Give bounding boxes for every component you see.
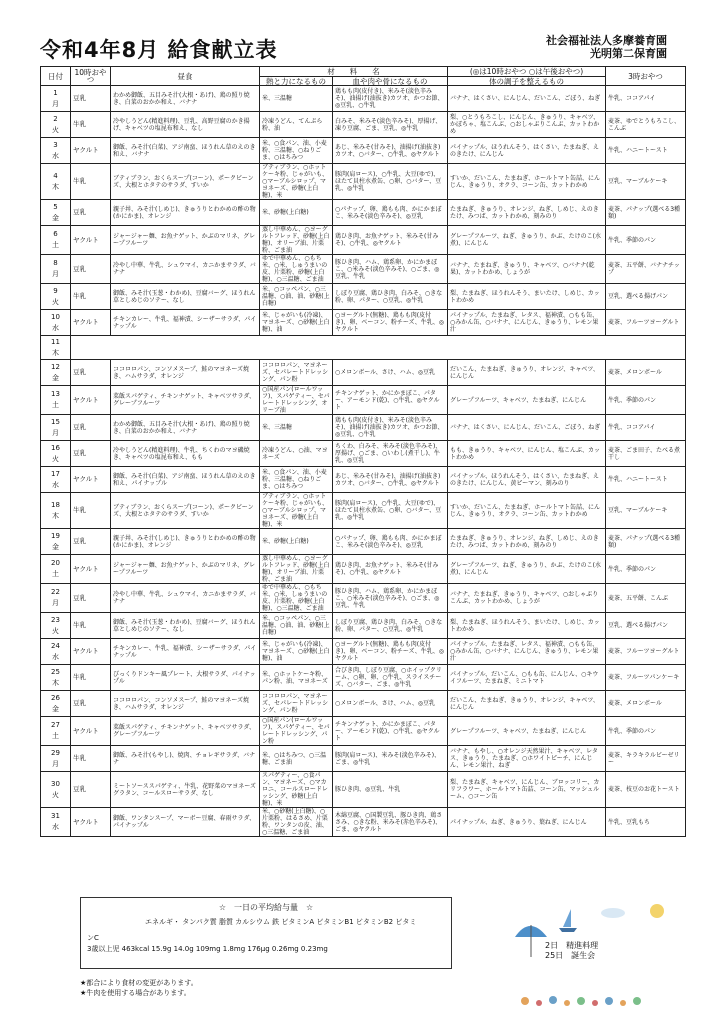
energy-cell: ブティブラン、○ホットケーキ粉、じゃがいも、○マーブルシロップ、マヨネーズ、砂糖(上白糖)、米 [260, 493, 333, 529]
lunch-cell: 御飯、みそ汁(玉葱・わかめ)、豆腐バーグ、ほうれん草としめじのソテー、なし [111, 613, 260, 639]
oyatsu3-cell: 牛乳、ハニートースト [606, 138, 686, 164]
blood-cell: 豚ひき肉、ハム、鶏系卵、かにかまぼこ、○米みそ(淡色辛みそ)、○ごま、◎豆乳、牛乳 [333, 584, 448, 613]
day-number: 3 [53, 140, 58, 149]
body-cell: グレープフルーツ、キャベツ、たまねぎ、にんじん [448, 717, 606, 746]
blood-cell: あじ、米みそ(甘みそ)、油揚げ(油抜き)カツオ、○バター、○牛乳、◎ヤクルト [333, 467, 448, 493]
body-cell: パイナップル、ほうれんそう、はくさい、たまねぎ、えのきたけ、にんじん、黄ピーマン、刻みのり [448, 467, 606, 493]
oyatsu3-cell: 麦茶、ごま田子、たべる煮干し [606, 441, 686, 467]
menu-row [41, 665, 686, 691]
menu-row [41, 441, 686, 467]
lunch-cell: ジャージャー麺、お魚ナゲット、かぶのマリネ、グレープフルーツ [111, 226, 260, 255]
date-cell [41, 255, 71, 284]
date-cell [41, 584, 71, 613]
header-body: 体の調子を整えるもの [448, 77, 606, 86]
nutrition-summary [80, 897, 452, 969]
weekday: 木 [52, 348, 59, 357]
oyatsu10-cell: 牛乳 [71, 284, 111, 310]
oyatsu10-cell: 牛乳 [71, 613, 111, 639]
lunch-cell: ブティブラン、おくらスープ(コーン)、ポークビーンズ、大根とホタテのサラダ、すいか [111, 164, 260, 200]
body-cell: もも、きゅうり、キャベツ、にんじん、塩こんぶ、カットわかめ [448, 441, 606, 467]
weekday: 火 [52, 454, 59, 463]
weekday: 火 [52, 297, 59, 306]
day-number: 9 [53, 286, 58, 295]
day-number: 29 [51, 748, 60, 757]
energy-cell: 米、○砂糖(上白糖)、○片栗粉、はるさめ、片栗粉、ワンタンの皮、油、○三温糖、ごま油 [260, 808, 333, 837]
energy-cell: 冷凍うどん、○油、マヨネーズ [260, 441, 333, 467]
header-oyatsu10: 10時おやつ [71, 67, 111, 86]
blood-cell: ちくわ、白みそ、米みそ(淡色辛みそ)、厚揚げ、○ごま、○いわし(煮干し)、牛乳、◎豆乳 [333, 441, 448, 467]
notes [80, 978, 198, 998]
energy-cell: 米、三温糖 [260, 86, 333, 112]
menu-row [41, 493, 686, 529]
lunch-cell: 御飯、みそ汁(白菜)、アジ南蛮、ほうれん草のえのき和え、バナナ [111, 138, 260, 164]
lunch-cell: 冷やしうどん(精進料理)、牛乳、ちくわのマヨ磯焼き、キャベツの塩昆布和え、もも [111, 441, 260, 467]
day-number: 4 [53, 171, 58, 180]
blood-cell: チキンナゲット、かにかまぼこ、パター、アーモンド(乾)、○牛乳、◎ヤクルト [333, 386, 448, 415]
header-ingredients: 材 料 名 [260, 67, 448, 77]
header-date: 日付 [41, 67, 71, 86]
oyatsu10-cell: 豆乳 [71, 772, 111, 808]
body-cell: パイナップル、ほうれんそう、はくさい、たまねぎ、えのきたけ、にんじん [448, 138, 606, 164]
lunch-cell: 菜飯スパゲティ、チキンナゲット、キャベツサラダ、グレープフルーツ [111, 386, 260, 415]
day-number: 16 [51, 443, 60, 452]
menu-table [40, 66, 686, 837]
menu-row [41, 555, 686, 584]
blood-cell: 鶏もも肉(皮付き)、米みそ(淡色辛みそ)、油揚げ(油抜き)カツオ、かつお節、◎豆乳、○牛乳 [333, 415, 448, 441]
lunch-cell: わかめ御飯、五目みそ汁(大根・あげ)、鶏の照り焼き、白菜のおかか和え、バナナ [111, 86, 260, 112]
note-line-1: ★都合により食材の変更があります。 [80, 979, 198, 987]
oyatsu10-cell: ヤクルト [71, 808, 111, 837]
shells-decoration [521, 996, 641, 1006]
day-number: 26 [51, 693, 60, 702]
energy-cell: ○国産パン(ロールワッフ)、スパゲティー、セパレートドレッシング、オリーブ油 [260, 386, 333, 415]
blood-cell: 白みそ、米みそ(淡色辛みそ)、厚揚げ、凍り豆腐、ごま、豆乳、◎牛乳 [333, 112, 448, 138]
body-cell: パイナップル、だいこん、○もも缶、にんじん、○キウイフルーツ、たまねぎ、ミニトマト [448, 665, 606, 691]
blood-cell: 鶏ひき肉、お魚ナゲット、米みそ(甘みそ)、○牛乳、◎ヤクルト [333, 226, 448, 255]
body-cell: バナナ、たまねぎ、きゅうり、キャベツ、○おしゃぶりこんぶ、カットわかめ、しょうが [448, 584, 606, 613]
energy-cell: 蒸し中華めん、○ヨーグルトフレッド、砂糖(上白糖)、オリーブ油、片栗粉、ごま油 [260, 226, 333, 255]
header-lunch: 昼食 [111, 67, 260, 86]
weekday: 木 [52, 678, 59, 687]
blood-cell: 豚ひき肉、◎豆乳、牛乳 [333, 772, 448, 808]
date-cell [41, 808, 71, 837]
lunch-cell: 親子丼、みそ汁(しめじ)、きゅうりとわかめの酢の物(かにかま)、オレンジ [111, 200, 260, 226]
oyatsu3-cell: 麦茶、メロンボール [606, 691, 686, 717]
organization-name [546, 34, 667, 60]
menu-row [41, 386, 686, 415]
menu-row [41, 200, 686, 226]
lunch-cell: ブティブラン、おくらスープ(コーン)、ポークビーンズ、大根とホタテのサラダ、すいか [111, 493, 260, 529]
day-number: 13 [51, 390, 60, 398]
oyatsu3-cell: 麦茶、フルーツパンケーキ [606, 665, 686, 691]
weekday: 月 [52, 759, 59, 768]
date-cell [41, 746, 71, 772]
weekday: 金 [52, 373, 59, 382]
oyatsu10-cell: ヤクルト [71, 639, 111, 665]
lunch-cell: 菜飯スパゲティ、チキンナゲット、キャベツサラダ、グレープフルーツ [111, 717, 260, 746]
date-cell [41, 717, 71, 746]
energy-cell: 米、じゃがいも(冷凍)、マヨネーズ、○砂糖(上白糖)、油 [260, 310, 333, 336]
weekday: 土 [52, 401, 59, 409]
blood-cell: チキンナゲット、かにかまぼこ、パター、アーモンド(乾)、○牛乳、◎ヤクルト [333, 717, 448, 746]
weekday: 土 [52, 241, 59, 249]
day-number: 1 [53, 88, 58, 97]
menu-row [41, 284, 686, 310]
oyatsu10-cell: 牛乳 [71, 665, 111, 691]
body-cell: パイナップル、たまねぎ、レタス、福神漬、○もも缶、○みかん缶、○バナナ、にんじん、きゅうり、レモン果汁 [448, 639, 606, 665]
oyatsu10-cell: 牛乳 [71, 493, 111, 529]
menu-row [41, 584, 686, 613]
date-cell [41, 284, 71, 310]
date-cell [41, 613, 71, 639]
blood-cell: ○パナップ、卵、鶏もも肉、かにかまぼこ、米みそ(淡色辛みそ)、◎豆乳 [333, 529, 448, 555]
oyatsu10-cell: 豆乳 [71, 691, 111, 717]
day-number: 5 [53, 202, 58, 211]
blood-cell: ○メロンボール、さけ、ハム、◎豆乳 [333, 691, 448, 717]
holiday-cell [71, 336, 686, 360]
parasol-icon [515, 925, 547, 957]
oyatsu10-cell: ヤクルト [71, 555, 111, 584]
day-number: 22 [51, 588, 60, 596]
oyatsu10-cell: ヤクルト [71, 386, 111, 415]
oyatsu3-cell: 牛乳、季節のパン [606, 226, 686, 255]
lunch-cell: びっくりドンキー風プレート、大根サラダ、パイナップル [111, 665, 260, 691]
blood-cell: しぼり豆腐、鶏ひき肉、白みそ、○きな粉、卵、パター、○豆乳、◎牛乳 [333, 284, 448, 310]
energy-cell: ○国産パン(ロールワッフ)、スパゲティー、セパレートドレッシング、パン粉 [260, 717, 333, 746]
body-cell: バナナ、もやし、○オレンジ天然果汁、キャベツ、レタス、きゅうり、たまねぎ、○ホワイトピーチ、にんじん、レモン果汁、ねぎ [448, 746, 606, 772]
oyatsu3-cell: 麦茶、ゆでとうもろこし、こんぶ [606, 112, 686, 138]
oyatsu3-cell: 豆乳、マーブルケーキ [606, 493, 686, 529]
weekday: 火 [52, 790, 59, 799]
oyatsu10-cell: 牛乳 [71, 164, 111, 200]
body-cell: すいか、だいこん、たまねぎ、ホールトマト缶詰、にんじん、きゅうり、オクラ、コーン缶、カットわかめ [448, 164, 606, 200]
menu-row [41, 112, 686, 138]
summary-headers: エネルギ・ タンパク質 脂質 カルシウム 鉄 ビタミンA ビタミンB1 ビタミンB2 ビタミ [145, 918, 417, 926]
summary-title: ☆ 一日の平均給与量 ☆ [218, 903, 314, 912]
oyatsu3-cell: 豆乳、選べる揚げパン [606, 284, 686, 310]
date-cell [41, 200, 71, 226]
energy-cell: 蒸し中華めん、○ヨーグルトフレッド、砂糖(上白糖)、オリーブ油、片栗粉、ごま油 [260, 555, 333, 584]
blood-cell: ○パナップ、卵、鶏もも肉、かにかまぼこ、米みそ(淡色辛みそ)、◎豆乳 [333, 200, 448, 226]
date-cell [41, 360, 71, 386]
oyatsu10-cell: 豆乳 [71, 86, 111, 112]
weekday: 月 [52, 270, 59, 278]
lunch-cell: チキンカレー、牛乳、福神漬、シーザーサラダ、パイナップル [111, 310, 260, 336]
lunch-cell: 御飯、みそ汁(白菜)、アジ南蛮、ほうれん草のえのき和え、パイナップル [111, 467, 260, 493]
oyatsu10-cell: ヤクルト [71, 467, 111, 493]
lunch-cell: 冷やし中華、牛乳、シュウマイ、カニかまサラダ、バナナ [111, 584, 260, 613]
energy-cell: スパゲティー、○食パン、マヨネーズ、○マカロニ、コールスロードレッシング、砂糖(上白糖)、米 [260, 772, 333, 808]
blood-cell: ○ヨーグルト(無糖)、鶏もも肉(皮付き)、卵、ベーコン、粉チーズ、牛乳、◎ヤクルト [333, 639, 448, 665]
note-line-2: ★牛肉を使用する場合があります。 [80, 989, 191, 997]
event-1: 2日 精進料理 [545, 941, 599, 950]
menu-row [41, 772, 686, 808]
energy-cell: ブティブラン、○ホットケーキ粉、じゃがいも、○マーブルシロップ、マヨネーズ、砂糖(上白糖)、米 [260, 164, 333, 200]
oyatsu3-cell: 麦茶、メロンボール [606, 360, 686, 386]
body-cell: 梨、○とうもろこし、にんじん、きゅうり、キャベツ、かぼちゃ、塩こんぶ、○おしゃぶりこんぶ、カットわかめ [448, 112, 606, 138]
weekday: 土 [52, 570, 59, 578]
weekday: 水 [52, 480, 59, 489]
org-line-1: 社会福祉法人多摩養育園 [546, 34, 667, 47]
blood-cell: ○ヨーグルト(無糖)、鶏もも肉(皮付き)、卵、ベーコン、粉チーズ、牛乳、◎ヤクルト [333, 310, 448, 336]
blood-cell: 木綿豆腐、○国製豆乳、豚ひき肉、鶏ささみ、○きな粉、米みそ(赤色辛みそ)、ごま、◎ヤクルト [333, 808, 448, 837]
day-number: 17 [51, 469, 60, 478]
lunch-cell: ココロロパン、コンソメスープ、鮭のマヨネーズ焼き、ハムサラダ、オレンジ [111, 691, 260, 717]
menu-row [41, 138, 686, 164]
date-cell [41, 467, 71, 493]
weekday: 水 [52, 323, 59, 332]
body-cell: グレープフルーツ、ねぎ、きゅうり、かぶ、たけのこ(水煮)、にんじん [448, 226, 606, 255]
summary-values: 3歳以上児 463kcal 15.9g 14.0g 109mg 1.8mg 176μg 0.26mg 0.23mg [87, 945, 328, 953]
oyatsu10-cell: 豆乳 [71, 200, 111, 226]
energy-cell: ココロロパン、マヨネーズ、セパレートドレッシング、パン粉 [260, 360, 333, 386]
lunch-cell: ジャージャー麺、お魚ナゲット、かぶのマリネ、グレープフルーツ [111, 555, 260, 584]
oyatsu10-cell: 豆乳 [71, 255, 111, 284]
weekday: 月 [52, 428, 59, 437]
lunch-cell: チキンカレー、牛乳、福神漬、シーザーサラダ、パイナップル [111, 639, 260, 665]
date-cell [41, 555, 71, 584]
weekday: 木 [52, 511, 59, 520]
date-cell [41, 665, 71, 691]
blood-cell: 豚ひき肉、ハム、鶏系卵、かにかまぼこ、○米みそ(淡色辛みそ)、○ごま、◎豆乳、牛乳 [333, 255, 448, 284]
oyatsu3-cell: 牛乳、ココアパイ [606, 415, 686, 441]
lunch-cell: わかめ御飯、五目みそ汁(大根・あげ)、鶏の照り焼き、白菜のおかか和え、バナナ [111, 415, 260, 441]
lunch-cell: 御飯、みそ汁(もやし)、焼肉、チョレギサラダ、バナナ [111, 746, 260, 772]
blood-cell: ○メロンボール、さけ、ハム、◎豆乳 [333, 360, 448, 386]
date-cell [41, 529, 71, 555]
lunch-cell: 冷やし中華、牛乳、シュウマイ、カニかまサラダ、バナナ [111, 255, 260, 284]
cloud-icon [601, 908, 625, 918]
header-oyatsu3: 3時おやつ [606, 67, 686, 86]
energy-cell: 米、○コッペパン、○三温糖、○油、油、砂糖(上白糖) [260, 613, 333, 639]
day-number: 20 [51, 559, 60, 567]
energy-cell: 冷凍うどん、てんぷら粉、油 [260, 112, 333, 138]
oyatsu3-cell: 麦茶、五平餅、バナナチップ [606, 255, 686, 284]
menu-row [41, 164, 686, 200]
oyatsu3-cell: 牛乳、季節のパン [606, 386, 686, 415]
oyatsu10-cell: ヤクルト [71, 226, 111, 255]
oyatsu10-cell: 豆乳 [71, 584, 111, 613]
day-number: 8 [53, 259, 58, 267]
blood-cell: 鶏もも肉(皮付き)、米みそ(淡色辛みそ)、油揚げ(油抜き)カツオ、かつお節、◎豆乳、○牛乳 [333, 86, 448, 112]
menu-row [41, 255, 686, 284]
lunch-cell: 御飯、みそ汁(玉葱・わかめ)、豆腐バーグ、ほうれん草としめじのソテー、なし [111, 284, 260, 310]
sun-icon [650, 904, 664, 918]
date-cell [41, 112, 71, 138]
menu-row [41, 808, 686, 837]
energy-cell: ココロロパン、マヨネーズ、セパレートドレッシング、パン粉 [260, 691, 333, 717]
date-cell [41, 226, 71, 255]
date-cell [41, 336, 71, 360]
header-energy: 熱と力になるもの [260, 77, 333, 86]
menu-row [41, 529, 686, 555]
oyatsu3-cell: 麦茶、枝豆のお花トースト [606, 772, 686, 808]
lunch-cell: 親子丼、みそ汁(しめじ)、きゅうりとわかめの酢の物(かにかま)、オレンジ [111, 529, 260, 555]
oyatsu3-cell: 麦茶、キラキラルビーゼリー [606, 746, 686, 772]
oyatsu10-cell: 牛乳 [71, 112, 111, 138]
date-cell [41, 138, 71, 164]
oyatsu3-cell: 牛乳、ハニートースト [606, 467, 686, 493]
blood-cell: 豚肉(肩ロース)、○牛乳、大豆(ゆで)、ほたて貝柱水煮缶、○卵、○バター、豆乳、◎牛乳 [333, 493, 448, 529]
oyatsu3-cell: 牛乳、季節のパン [606, 717, 686, 746]
weekday: 月 [52, 599, 59, 607]
energy-cell: 米、○はちみつ、○三温糖、ごま油 [260, 746, 333, 772]
day-number: 30 [51, 779, 60, 788]
weekday: 水 [52, 652, 59, 661]
day-number: 12 [51, 362, 60, 371]
menu-row [41, 467, 686, 493]
body-cell: 梨、たまねぎ、ほうれんそう、まいたけ、しめじ、カットわかめ [448, 613, 606, 639]
day-number: 31 [51, 812, 60, 820]
weekday: 火 [52, 626, 59, 635]
sailboat-icon [559, 909, 577, 932]
oyatsu3-cell: 豆乳、選べる揚げパン [606, 613, 686, 639]
org-line-2: 光明第二保育園 [590, 47, 667, 60]
oyatsu3-cell: 麦茶、パナップ(選べる3種類) [606, 529, 686, 555]
blood-cell: あじ、米みそ(甘みそ)、油揚げ(油抜き)カツオ、○バター、○牛乳、◎ヤクルト [333, 138, 448, 164]
energy-cell: 米、○食パン、油、小麦粉、三温糖、○ねりごま、○はちみつ [260, 138, 333, 164]
date-cell [41, 639, 71, 665]
weekday: 土 [52, 732, 59, 740]
oyatsu3-cell: 豆乳、マーブルケーキ [606, 164, 686, 200]
day-number: 24 [51, 641, 60, 650]
body-cell: だいこん、たまねぎ、きゅうり、オレンジ、キャベツ、にんじん [448, 691, 606, 717]
body-cell: バナナ、はくさい、にんじん、だいこん、ごぼう、ねぎ [448, 415, 606, 441]
body-cell: だいこん、たまねぎ、きゅうり、オレンジ、キャベツ、にんじん [448, 360, 606, 386]
body-cell: グレープフルーツ、ねぎ、きゅうり、かぶ、たけのこ(水煮)、にんじん [448, 555, 606, 584]
date-cell [41, 493, 71, 529]
energy-cell: 米、三温糖 [260, 415, 333, 441]
lunch-cell: ココロロパン、コンソメスープ、鮭のマヨネーズ焼き、ハムサラダ、オレンジ [111, 360, 260, 386]
body-cell: パイナップル、たまねぎ、レタス、福神漬、○もも缶、○みかん缶、○バナナ、にんじん、きゅうり、レモン果汁 [448, 310, 606, 336]
menu-row [41, 360, 686, 386]
day-number: 23 [51, 615, 60, 624]
weekday: 水 [52, 151, 59, 160]
page-title: 令和4年8月 給食献立表 [40, 38, 278, 62]
oyatsu10-cell: 豆乳 [71, 415, 111, 441]
weekday: 金 [52, 704, 59, 713]
menu-row [41, 415, 686, 441]
body-cell: パイナップル、ねぎ、きゅうり、葉ねぎ、にんじん [448, 808, 606, 837]
day-number: 19 [51, 531, 60, 540]
oyatsu10-cell: ヤクルト [71, 310, 111, 336]
body-cell: たまねぎ、きゅうり、オレンジ、ねぎ、しめじ、えのきたけ、みつば、カットわかめ、刻みのり [448, 529, 606, 555]
energy-cell: 米、○ホットケーキ粉、パン粉、油、マヨネーズ [260, 665, 333, 691]
event-2: 25日 誕生会 [545, 951, 596, 960]
weekday: 金 [52, 542, 59, 551]
body-cell: グレープフルーツ、キャベツ、たまねぎ、にんじん [448, 386, 606, 415]
blood-cell: 合びき肉、しぼり豆腐、○ホイップクリーム、○卵、卵、○牛乳、スライスチーズ、○バター、ごま、◎牛乳 [333, 665, 448, 691]
date-cell [41, 164, 71, 200]
day-number: 27 [51, 721, 60, 729]
energy-cell: 米、砂糖(上白糖) [260, 529, 333, 555]
lunch-cell: ミートソーススパゲティ、牛乳、花野菜のマヨネーズグラタン、コールスローサラダ、なし [111, 772, 260, 808]
blood-cell: 豚肉(肩ロース)、米みそ(淡色辛みそ)、ごま、◎牛乳 [333, 746, 448, 772]
date-cell [41, 386, 71, 415]
weekday: 火 [52, 125, 59, 134]
oyatsu10-cell: 牛乳 [71, 746, 111, 772]
header-note: (◎は10時おやつ ○は午後おやつ) [448, 67, 606, 77]
lunch-cell: 御飯、ワンタンスープ、マーボー豆腐、春雨サラダ、パイナップル [111, 808, 260, 837]
oyatsu3-cell: 牛乳、季節のパン [606, 555, 686, 584]
body-cell: たまねぎ、きゅうり、オレンジ、ねぎ、しめじ、えのきたけ、みつば、カットわかめ、刻みのり [448, 200, 606, 226]
menu-row [41, 691, 686, 717]
summary-headers-cont: ンC [87, 934, 99, 942]
energy-cell: ゆで中華めん、○もち米、○米、しゅうまいの皮、片栗粉、砂糖(上白糖)、○三温糖、ごま油 [260, 584, 333, 613]
day-number: 6 [53, 230, 58, 238]
day-number: 11 [51, 337, 60, 346]
oyatsu3-cell: 麦茶、パナップ(選べる3種類) [606, 200, 686, 226]
body-cell: バナナ、はくさい、にんじん、だいこん、ごぼう、ねぎ [448, 86, 606, 112]
oyatsu3-cell: 牛乳、豆乳もち [606, 808, 686, 837]
events-list [545, 941, 598, 961]
menu-row [41, 639, 686, 665]
menu-row [41, 310, 686, 336]
weekday: 月 [52, 99, 59, 108]
oyatsu10-cell: 豆乳 [71, 441, 111, 467]
events-box [505, 897, 677, 1012]
weekday: 水 [52, 823, 59, 831]
energy-cell: 米、砂糖(上白糖) [260, 200, 333, 226]
weekday: 金 [52, 213, 59, 222]
blood-cell: しぼり豆腐、鶏ひき肉、白みそ、○きな粉、卵、パター、○豆乳、◎牛乳 [333, 613, 448, 639]
header-blood: 血や肉や骨になるもの [333, 77, 448, 86]
day-number: 10 [51, 312, 60, 321]
date-cell [41, 310, 71, 336]
date-cell [41, 441, 71, 467]
day-number: 25 [51, 667, 60, 676]
day-number: 15 [51, 417, 60, 426]
blood-cell: 豚肉(肩ロース)、○牛乳、大豆(ゆで)、ほたて貝柱水煮缶、○卵、○バター、豆乳、◎牛乳 [333, 164, 448, 200]
day-number: 18 [51, 500, 60, 509]
body-cell: 梨、たまねぎ、キャベツ、にんじん、ブロッコリー、カリフラワー、ホールトマト缶詰、コーン缶、マッシュルーム、○コーン缶 [448, 772, 606, 808]
day-number: 2 [53, 114, 58, 123]
date-cell [41, 691, 71, 717]
oyatsu3-cell: 牛乳、ココアパイ [606, 86, 686, 112]
energy-cell: ゆで中華めん、○もち米、○米、しゅうまいの皮、片栗粉、砂糖(上白糖)、○三温糖、ごま油 [260, 255, 333, 284]
weekday: 木 [52, 182, 59, 191]
energy-cell: 米、○食パン、油、小麦粉、三温糖、○ねりごま、○はちみつ [260, 467, 333, 493]
blood-cell: 鶏ひき肉、お魚ナゲット、米みそ(甘みそ)、○牛乳、◎ヤクルト [333, 555, 448, 584]
body-cell: 梨、たまねぎ、ほうれんそう、まいたけ、しめじ、カットわかめ [448, 284, 606, 310]
oyatsu3-cell: 麦茶、五平餅、こんぶ [606, 584, 686, 613]
menu-row [41, 717, 686, 746]
body-cell: バナナ、たまねぎ、きゅうり、キャベツ、○バナナ(乾果)、カットわかめ、しょうが [448, 255, 606, 284]
energy-cell: 米、○コッペパン、○三温糖、○油、油、砂糖(上白糖) [260, 284, 333, 310]
oyatsu10-cell: ヤクルト [71, 138, 111, 164]
menu-row [41, 746, 686, 772]
date-cell [41, 772, 71, 808]
energy-cell: 米、じゃがいも(冷凍)、マヨネーズ、○砂糖(上白糖)、油 [260, 639, 333, 665]
oyatsu10-cell: 豆乳 [71, 529, 111, 555]
oyatsu3-cell: 麦茶、フルーツヨーグルト [606, 310, 686, 336]
oyatsu3-cell: 麦茶、フルーツヨーグルト [606, 639, 686, 665]
oyatsu10-cell: ヤクルト [71, 717, 111, 746]
date-cell [41, 86, 71, 112]
menu-row [41, 226, 686, 255]
lunch-cell: 冷やしうどん(精進料理)、豆乳、高野豆腐のかき揚げ、キャベツの塩昆布和え、なし [111, 112, 260, 138]
menu-row [41, 336, 686, 360]
menu-row [41, 86, 686, 112]
body-cell: すいか、だいこん、たまねぎ、ホールトマト缶詰、にんじん、きゅうり、オクラ、コーン缶、カットわかめ [448, 493, 606, 529]
menu-row [41, 613, 686, 639]
date-cell [41, 415, 71, 441]
oyatsu10-cell: 豆乳 [71, 360, 111, 386]
